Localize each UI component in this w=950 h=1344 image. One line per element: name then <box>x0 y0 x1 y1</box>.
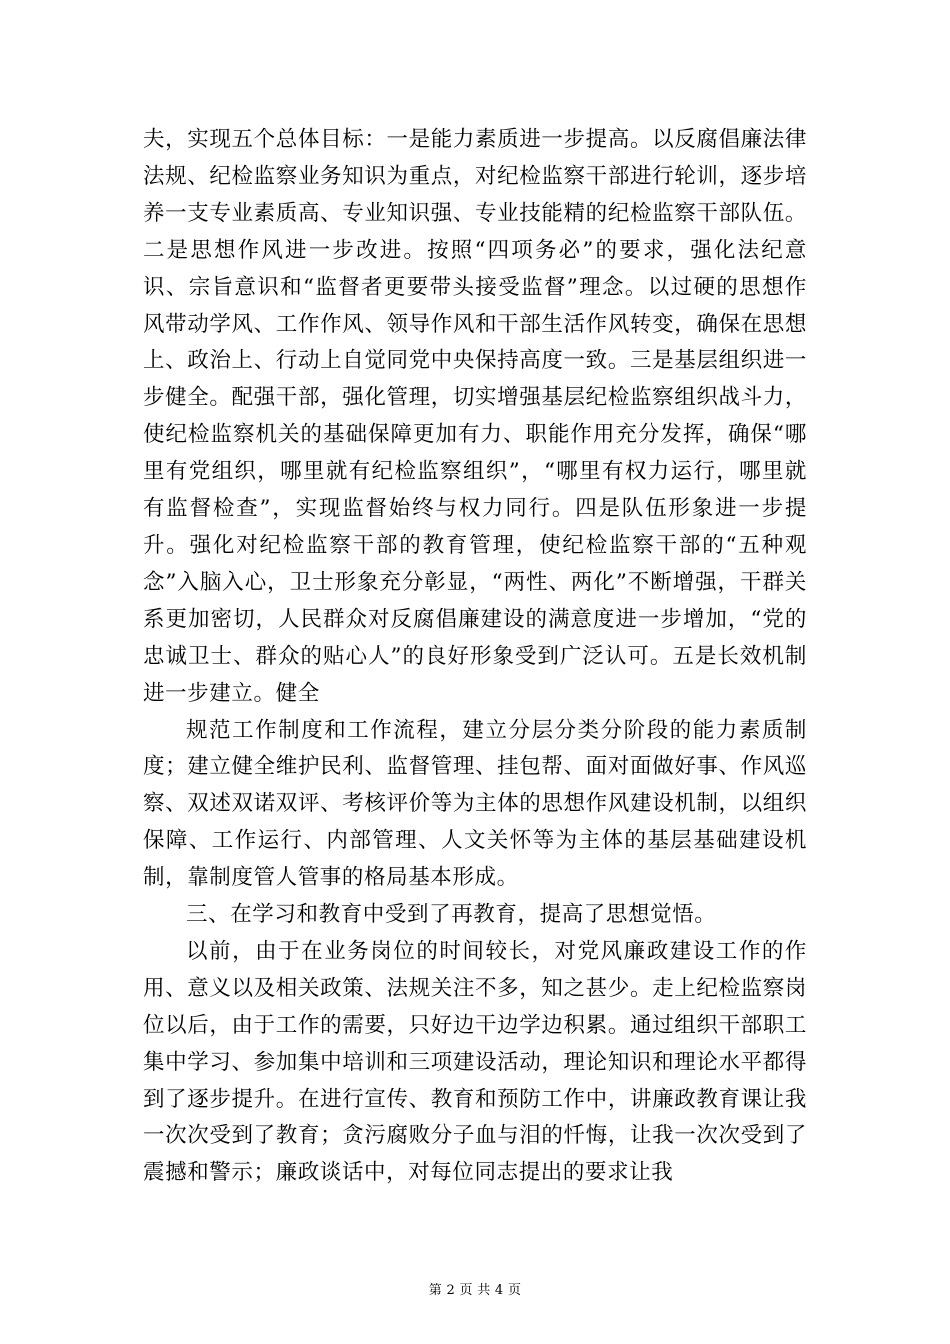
section-heading: 三、在学习和教育中受到了再教育，提高了思想觉悟。 <box>186 902 717 928</box>
page-footer <box>0 1283 950 1299</box>
paragraph-mechanisms: 规范工作制度和工作流程，建立分层分类分阶段的能力素质制度；建立健全维护民利、监督管理、挂包帮、面对面做好事、作风巡察、双述双诺双评、考核评价等为主体的思想作风建设机制，以组织保障、工作运行、内部管理、人文关怀等为主体的基层基础建设机制，靠制度管人管事的格局基本形成。 <box>143 717 807 891</box>
paragraph-learning: 以前，由于在业务岗位的时间较长，对党风廉政建设工作的作用、意义以及相关政策、法规关注不多，知之甚少。走上纪检监察岗位以后，由于工作的需要，只好边干边学边积累。通过组织干部职工集中学习、参加集中培训和三项建设活动，理论知识和理论水平都得到了逐步提升。在进行宣传、教育和预防工作中，讲廉政教育课让我一次次受到了教育；贪污腐败分子血与泪的忏悔，让我一次次受到了震撼和警示；廉政谈话中，对每位同志提出的要求让我 <box>143 938 807 1186</box>
document-body <box>143 122 807 1192</box>
paragraph-goals: 夫，实现五个总体目标：一是能力素质进一步提高。以反腐倡廉法律法规、纪检监察业务知识为重点，对纪检监察干部进行轮训，逐步培养一支专业素质高、专业知识强、专业技能精的纪检监察干部队伍。二是思想作风进一步改进。按照“四项务必”的要求，强化法纪意识、宗旨意识和“监督者更要带头接受监督”理念。以过硬的思想作风带动学风、工作作风、领导作风和干部生活作风转变，确保在思想上、政治上、行动上自觉同党中央保持高度一致。三是基层组织进一步健全。配强干部，强化管理，切实增强基层纪检监察组织战斗力，使纪检监察机关的基础保障更加有力、职能作用充分发挥，确保“哪里有党组织，哪里就有纪检监察组织”，“哪里有权力运行，哪里就有监督检查”，实现监督始终与权力同行。四是队伍形象进一步提升。强化对纪检监察干部的教育管理，使纪检监察干部的“五种观念”入脑入心，卫士形象充分彰显，“两性、两化”不断增强，干群关系更加密切，人民群众对反腐倡廉建设的满意度进一步增加，“党的忠诚卫士、群众的贴心人”的良好形象受到广泛认可。五是长效机制进一步建立。健全 <box>143 127 807 706</box>
page-number: 第 2 页 共 4 页 <box>428 1283 522 1298</box>
